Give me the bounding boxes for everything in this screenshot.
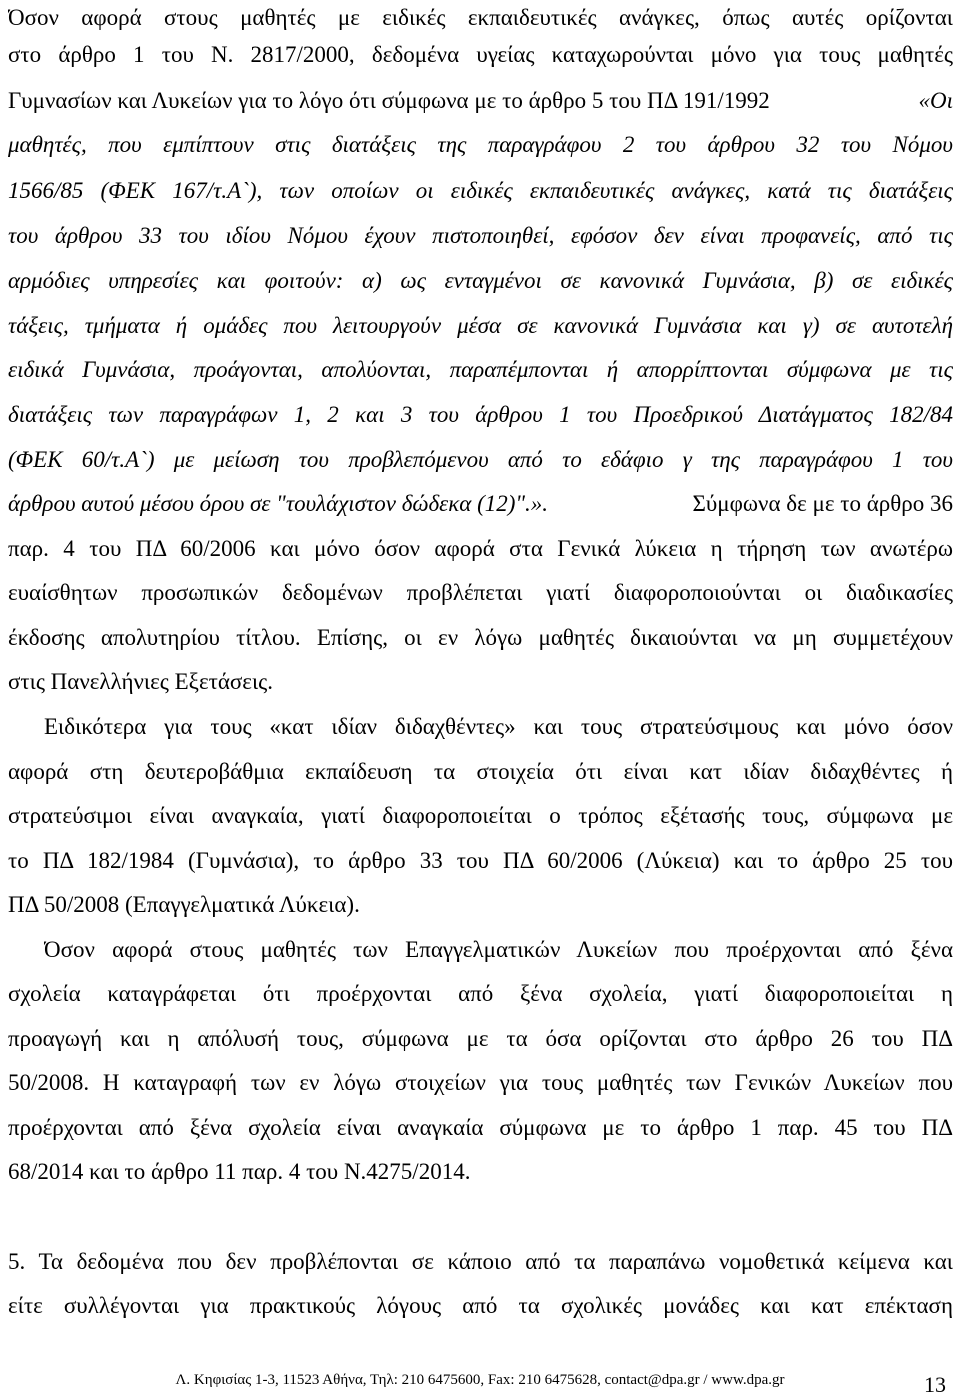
text-line: 50/2008. Η καταγραφή των εν λόγω στοιχείων για τους μαθητές των Γενικών Λυκείων που: [8, 1070, 953, 1095]
text-line: προέρχονται από ξένα σχολεία είναι αναγκαία σύμφωνα με το άρθρο 1 παρ. 45 του ΠΔ: [8, 1115, 953, 1140]
page-footer: Λ. Κηφισίας 1-3, 11523 Αθήνα, Τηλ: 210 6475600, Fax: 210 6475628, contact@dpa.gr / www.dpa.gr: [175, 1372, 785, 1388]
text-line: αφορά στη δευτεροβάθμια εκπαίδευση τα στοιχεία ότι είναι κατ ιδίαν διδαχθέντες ή: [8, 759, 953, 784]
text-line-italic: ειδικά Γυμνάσια, προάγονται, απολύονται, παραπέμπονται ή απορρίπτονται σύμφωνα με τις: [8, 357, 953, 382]
text-line: 5. Τα δεδομένα που δεν προβλέπονται σε κάποιο από τα παραπάνω νομοθετικά κείμενα και: [8, 1249, 953, 1274]
text-segment: Γυμνασίων και Λυκείων για το λόγο ότι σύμφωνα με το άρθρο 5 του ΠΔ 191/1992: [8, 88, 770, 113]
text-segment-italic: άρθρου αυτού μέσου όρου σε "τουλάχιστον δώδεκα (12)".».: [8, 491, 549, 516]
text-line: σχολεία καταγράφεται ότι προέρχονται από ξένα σχολεία, γιατί διαφοροποιείται η: [8, 981, 953, 1006]
text-line-italic: 1566/85 (ΦΕΚ 167/τ.Α`), των οποίων οι ειδικές εκπαιδευτικές ανάγκες, κατά τις διατάξεις: [8, 178, 953, 203]
text-line: στο άρθρο 1 του Ν. 2817/2000, δεδομένα υγείας καταχωρούνται μόνο για τους μαθητές: [8, 42, 953, 67]
text-line: είτε συλλέγονται για πρακτικούς λόγους από τα σχολικές μονάδες και κατ επέκταση: [8, 1293, 953, 1318]
text-line-mixed: [8, 489, 953, 519]
text-line: προαγωγή και η απόλυσή τους, σύμφωνα με τα όσα ορίζονται στο άρθρο 26 του ΠΔ: [8, 1026, 953, 1051]
text-line: στις Πανελλήνιες Εξετάσεις.: [8, 669, 273, 694]
text-segment-italic: «Οι: [918, 88, 953, 113]
text-line: Όσον αφορά στους μαθητές των Επαγγελματικών Λυκείων που προέρχονται από ξένα: [44, 937, 953, 962]
text-line-italic: διατάξεις των παραγράφων 1, 2 και 3 του άρθρου 1 του Προεδρικού Διατάγματος 182/84: [8, 402, 953, 427]
text-segment: Σύμφωνα δε με το άρθρο 36: [692, 491, 953, 516]
text-line: ΠΔ 50/2008 (Επαγγελματικά Λύκεια).: [8, 892, 360, 917]
text-line: παρ. 4 του ΠΔ 60/2006 και μόνο όσον αφορά στα Γενικά λύκεια η τήρηση των ανωτέρω: [8, 536, 953, 561]
text-line-italic: αρμόδιες υπηρεσίες και φοιτούν: α) ως ενταγμένοι σε κανονικά Γυμνάσια, β) σε ειδικές: [8, 268, 953, 293]
text-line: έκδοσης απολυτηρίου τίτλου. Επίσης, οι εν λόγω μαθητές δικαιούνται να μη συμμετέχουν: [8, 625, 953, 650]
text-line-italic: (ΦΕΚ 60/τ.Α`) με μείωση του προβλεπόμενου από το εδάφιο γ της παραγράφου 1 του: [8, 447, 953, 472]
text-line-italic: μαθητές, που εμπίπτουν στις διατάξεις της παραγράφου 2 του άρθρου 32 του Νόμου: [8, 132, 953, 157]
page-number: 13: [924, 1372, 946, 1397]
text-line-italic: τάξεις, τμήματα ή ομάδες που λειτουργούν μέσα σε κανονικά Γυμνάσια και γ) σε αυτοτελή: [8, 313, 953, 338]
text-line: Όσον αφορά στους μαθητές με ειδικές εκπαιδευτικές ανάγκες, όπως αυτές ορίζονται: [8, 5, 953, 30]
text-line: το ΠΔ 182/1984 (Γυμνάσια), το άρθρο 33 του ΠΔ 60/2006 (Λύκεια) και το άρθρο 25 του: [8, 848, 953, 873]
text-line-mixed: [8, 86, 953, 116]
text-line: στρατεύσιμοι είναι αναγκαία, γιατί διαφοροποιείται ο τρόπος εξέτασής τους, σύμφωνα με: [8, 803, 953, 828]
text-line: 68/2014 και το άρθρο 11 παρ. 4 του Ν.4275/2014.: [8, 1159, 471, 1184]
text-line: ευαίσθητων προσωπικών δεδομένων προβλέπεται γιατί διαφοροποιούνται οι διαδικασίες: [8, 580, 953, 605]
text-line: Ειδικότερα για τους «κατ ιδίαν διδαχθέντες» και τους στρατεύσιμους και μόνο όσον: [44, 714, 953, 739]
text-line-italic: του άρθρου 33 του ιδίου Νόμου έχουν πιστοποιηθεί, εφόσον δεν είναι προφανείς, από τις: [8, 223, 953, 248]
